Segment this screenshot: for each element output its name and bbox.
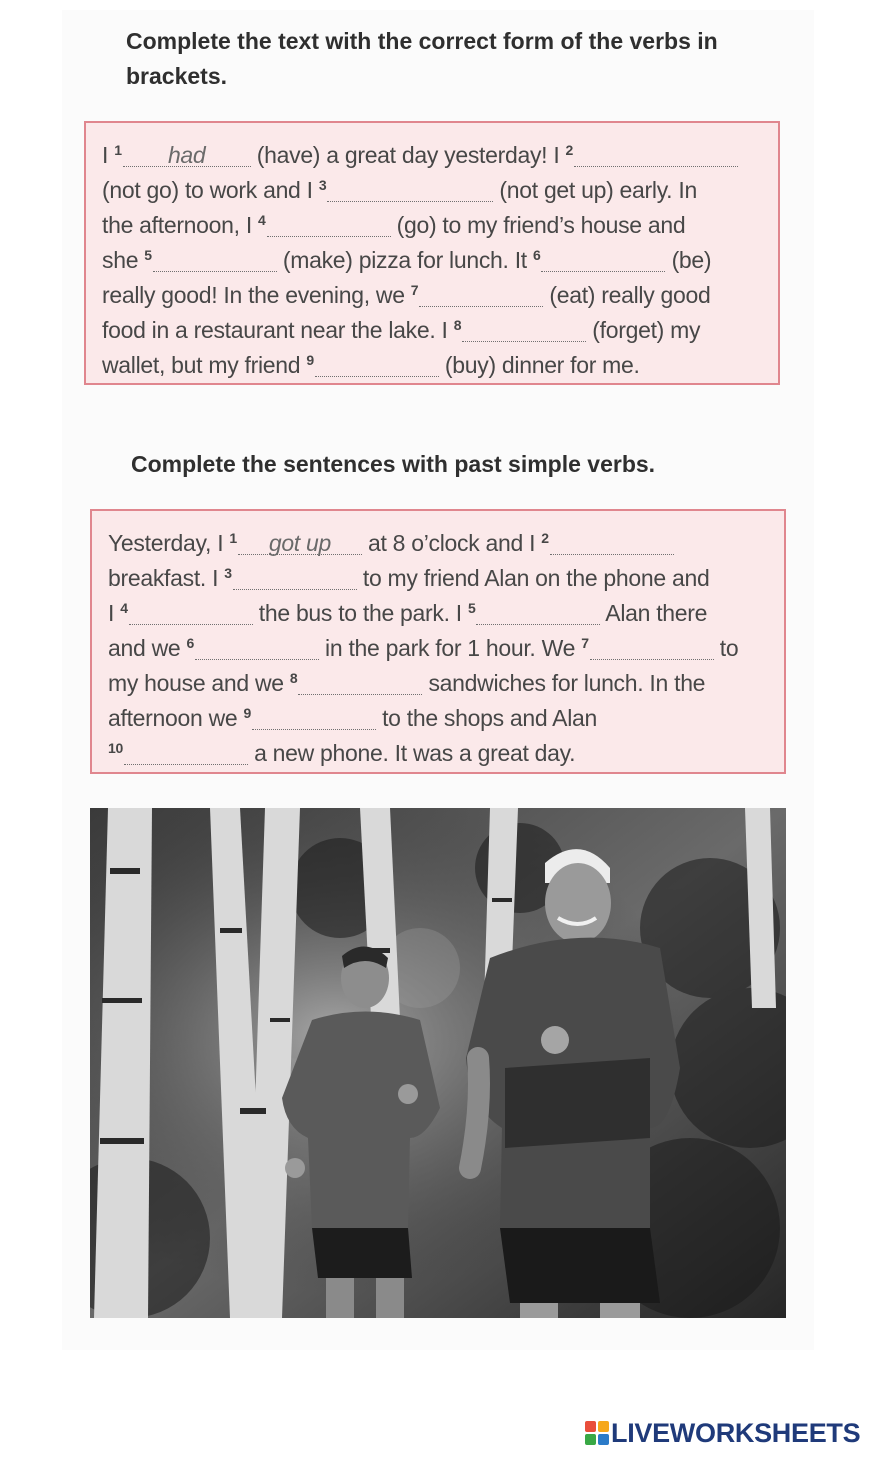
logo-square-red [585, 1421, 596, 1432]
answer-blank[interactable] [298, 672, 422, 695]
question-number: 7 [581, 635, 589, 651]
answer-blank[interactable] [590, 637, 714, 660]
answer-input[interactable] [590, 640, 714, 662]
question-number: 7 [410, 282, 419, 298]
text-line [102, 308, 778, 343]
question-number: 3 [224, 565, 232, 581]
text-line [108, 696, 784, 731]
question-number: 9 [306, 352, 314, 368]
answer-input[interactable] [298, 675, 422, 697]
answer-blank[interactable] [153, 249, 277, 272]
answer-blank[interactable] [550, 532, 674, 555]
answer-input[interactable] [129, 605, 253, 627]
logo-square-blue [598, 1434, 609, 1445]
answer-input[interactable] [419, 287, 543, 309]
answer-blank[interactable] [315, 354, 439, 377]
text-line [108, 661, 784, 696]
answer-input[interactable] [541, 252, 665, 274]
sentence-text: the bus to the park. I [252, 600, 468, 626]
question-number: 8 [289, 670, 298, 686]
sentence-text: the afternoon, I [102, 212, 259, 238]
question-number: 4 [258, 212, 266, 228]
answer-blank[interactable] [419, 284, 543, 307]
sentence-text: sandwiches for lunch. In the [422, 670, 706, 696]
answer-input[interactable] [315, 357, 439, 379]
exercise1-text-box [84, 121, 780, 385]
sentence-text: (have) a great day yesterday! I [250, 142, 566, 168]
sentence-text: in the park for 1 hour. We [318, 635, 582, 661]
answer-input[interactable] [462, 322, 586, 344]
answer-blank[interactable] [267, 214, 391, 237]
sentence-text: (not get up) early. In [493, 177, 697, 203]
answer-input[interactable] [195, 640, 319, 662]
text-line [102, 343, 778, 378]
text-line [108, 591, 784, 626]
sentence-text: (make) pizza for lunch. It [276, 247, 533, 273]
question-number: 4 [120, 600, 128, 616]
sentence-text: wallet, but my friend [102, 352, 307, 378]
answer-blank[interactable] [252, 707, 376, 730]
exercise2-heading: Complete the sentences with past simple verbs. [131, 451, 656, 477]
text-line [102, 168, 778, 203]
answer-input[interactable] [550, 535, 674, 557]
question-number: 5 [144, 247, 152, 263]
text-line [102, 238, 778, 273]
sentence-text: she [102, 247, 145, 273]
answer-blank[interactable] [233, 567, 357, 590]
sentence-text: (go) to my friend’s house and [390, 212, 686, 238]
answer-blank[interactable] [476, 602, 600, 625]
sentence-text: afternoon we [108, 705, 244, 731]
sentence-text: (not go) to work and I [102, 177, 319, 203]
answer-blank[interactable] [124, 742, 248, 765]
sentence-text: Alan there [600, 600, 708, 626]
sentence-text: (forget) my [586, 317, 701, 343]
text-line [108, 731, 784, 766]
sentence-text: (be) [665, 247, 712, 273]
text-line [102, 133, 778, 168]
example-answer: got up [238, 532, 362, 555]
question-number: 2 [565, 142, 574, 158]
sentence-text: a new phone. It was a great day. [247, 740, 576, 766]
answer-input[interactable] [153, 252, 277, 274]
question-number: 1 [114, 142, 122, 158]
exercise1-heading: Complete the text with the correct form of the verbs in brackets. [126, 28, 718, 89]
sentence-text: food in a restaurant near the lake. I [102, 317, 454, 343]
answer-input[interactable] [124, 745, 248, 767]
answer-blank[interactable] [327, 179, 493, 202]
sentence-text: (buy) dinner for me. [438, 352, 640, 378]
text-line [108, 556, 784, 591]
sentence-text: and we [108, 635, 187, 661]
question-number: 10 [108, 740, 123, 756]
sentence-text: at 8 o’clock and I [361, 530, 542, 556]
text-line [102, 273, 778, 308]
text-line [108, 626, 784, 661]
answer-blank[interactable] [129, 602, 253, 625]
runners-photo [90, 808, 786, 1318]
sentence-text: I [102, 142, 115, 168]
answer-input[interactable] [267, 217, 391, 239]
question-number: 1 [229, 530, 237, 546]
sentence-text: (eat) really good [543, 282, 711, 308]
logo-square-green [585, 1434, 596, 1445]
answer-input[interactable] [574, 147, 738, 169]
sentence-text: Yesterday, I [108, 530, 230, 556]
text-line [102, 203, 778, 238]
answer-blank[interactable] [462, 319, 586, 342]
exercise2-text-box [90, 509, 786, 774]
answer-input[interactable] [233, 570, 357, 592]
brand-name: LIVEWORKSHEETS [611, 1417, 861, 1448]
sentence-text: really good! In the evening, we [102, 282, 411, 308]
sentence-text: to the shops and Alan [375, 705, 598, 731]
text-line [108, 521, 784, 556]
example-answer: had [123, 144, 251, 167]
question-number: 6 [186, 635, 194, 651]
logo-square-orange [598, 1421, 609, 1432]
answer-input[interactable] [327, 182, 493, 204]
sentence-text: my house and we [108, 670, 290, 696]
question-number: 3 [318, 177, 327, 193]
liveworksheets-logo [585, 1415, 860, 1451]
sentence-text: to my friend Alan on the phone and [356, 565, 710, 591]
answer-blank[interactable] [541, 249, 665, 272]
liveworksheets-logo-icon [585, 1421, 609, 1445]
sentence-text: I [108, 600, 121, 626]
question-number: 6 [532, 247, 541, 263]
answer-blank[interactable] [574, 144, 738, 167]
question-number: 2 [541, 530, 549, 546]
question-number: 8 [453, 317, 462, 333]
sentence-text: breakfast. I [108, 565, 225, 591]
answer-blank[interactable] [195, 637, 319, 660]
answer-input[interactable] [476, 605, 600, 627]
answer-input[interactable] [252, 710, 376, 732]
sentence-text: to [713, 635, 739, 661]
question-number: 9 [243, 705, 251, 721]
question-number: 5 [467, 600, 476, 616]
